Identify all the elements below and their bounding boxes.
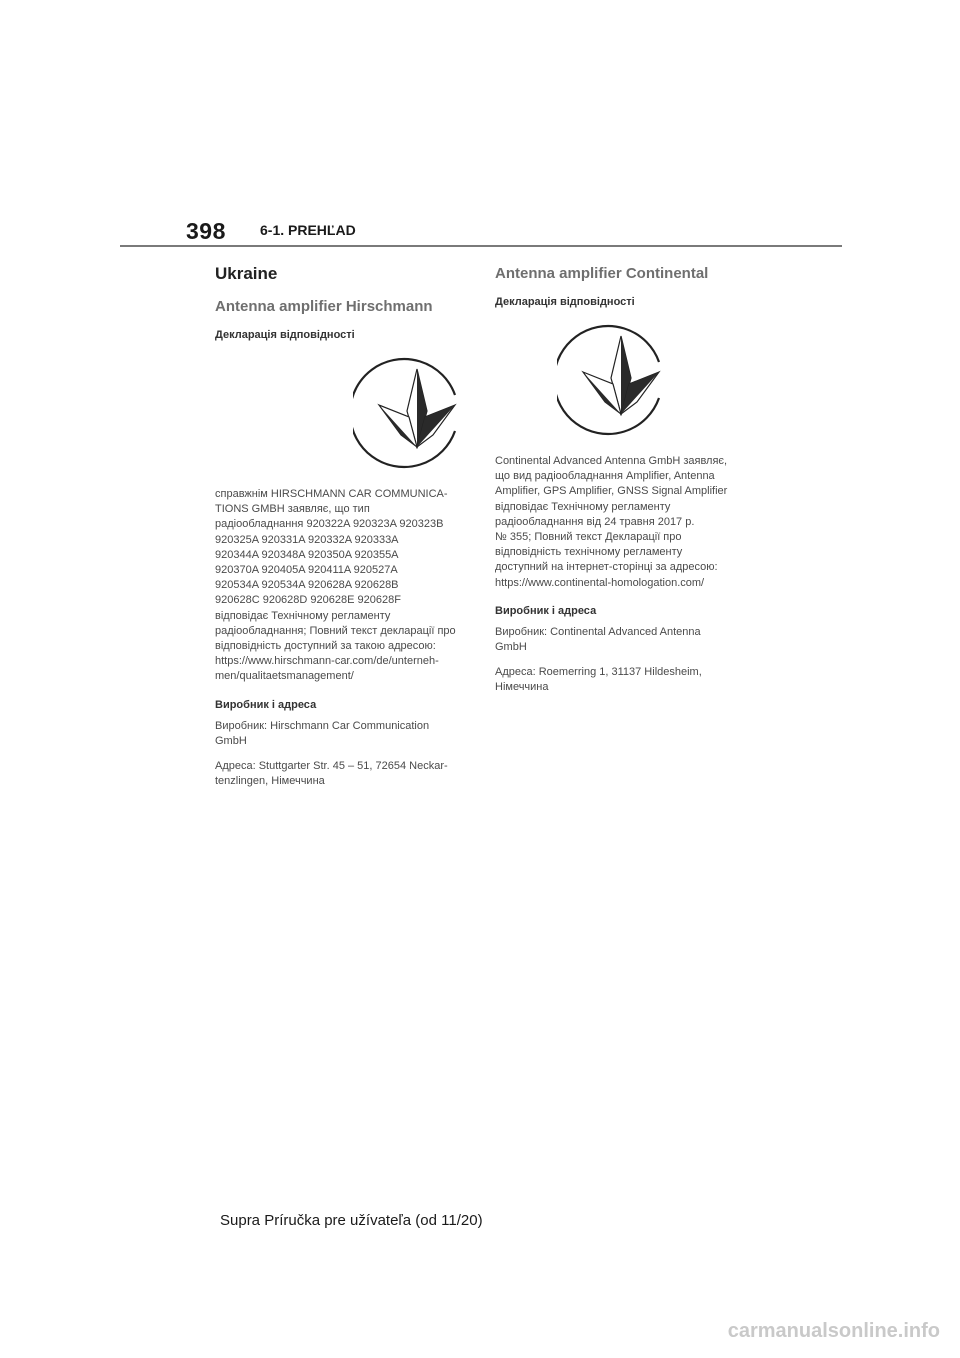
page-footer: Supra Príručka pre užívateľa (od 11/20) xyxy=(220,1212,483,1229)
hirschmann-heading: Antenna amplifier Hirschmann xyxy=(215,298,433,315)
continental-manufacturer: Виробник: Continental Advanced Antenna GmbH xyxy=(495,625,701,654)
hirschmann-manufacturer-title: Виробник і адреса xyxy=(215,698,317,711)
page-number: 398 xyxy=(186,218,226,244)
page-header xyxy=(120,214,842,246)
continental-declaration-title: Декларація відповідності xyxy=(495,296,635,308)
watermark: carmanualsonline.info xyxy=(727,1320,940,1342)
hirschmann-declaration-text: справжнім HIRSCHMANN CAR COMMUNICA- TIONS GMBH заявляє, що тип радіообладнання 920322A 920323A 920323B 920325A 920331A 920332A 920333A 920344A 920348A 920350A 920355A 920370A 920405A 920411A 920527A 920534A 920534A 920628A 920628B 920628C 920628D 920628E 920628F відповідає Технічному регламенту радіообладнання; Повний текст декларації про відповідність доступний за такою адресою: https://www.hirschmann-car.com/de/unterneh- men/qualitaetsmanagement/ xyxy=(215,488,456,683)
continental-manufacturer-title: Виробник і адреса xyxy=(495,604,597,617)
hirschmann-mark-wrap xyxy=(215,355,477,471)
right-column xyxy=(495,264,757,706)
hirschmann-declaration-title: Декларація відповідності xyxy=(215,329,355,341)
ukraine-conformity-mark-icon xyxy=(353,355,469,471)
header-divider xyxy=(120,245,842,247)
left-column xyxy=(215,264,477,799)
continental-mark-wrap xyxy=(495,322,757,438)
country-heading: Ukraine xyxy=(215,264,278,283)
hirschmann-address: Адреса: Stuttgarter Str. 45 – 51, 72654 Neckar- tenzlingen, Німеччина xyxy=(215,760,448,788)
ukraine-conformity-mark-icon xyxy=(557,322,673,438)
continental-declaration-text: Continental Advanced Antenna GmbH заявляє, що вид радіообладнання Amplifier, Antenna Amplifier, GPS Amplifier, GNSS Signal Amplifier відповідає Технічному регламенту радіообладнання від 24 травня 2017 р. № 355; Повний текст Декларації про відповідність технічному регламенту доступний на інтернет-сторінці за адресою: https://www.continental-homologation.com/ xyxy=(495,455,728,589)
continental-heading: Antenna amplifier Continental xyxy=(495,265,709,282)
hirschmann-manufacturer: Виробник: Hirschmann Car Communication GmbH xyxy=(215,719,430,747)
continental-address: Адреса: Roemerring 1, 31137 Hildesheim, Німеччина xyxy=(495,666,702,694)
section-title: 6-1. PREHĽAD xyxy=(260,222,356,238)
